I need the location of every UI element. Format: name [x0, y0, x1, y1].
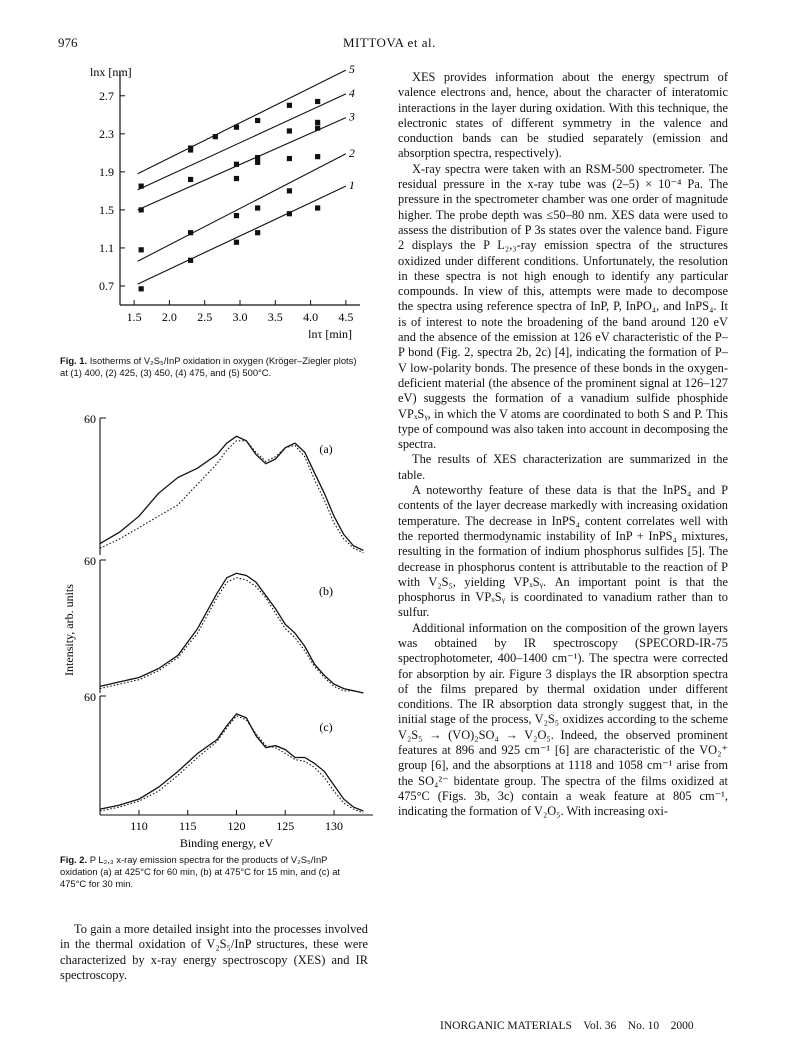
y-tick-label: 2.3 — [99, 126, 114, 141]
series-label-2: 2 — [348, 145, 355, 160]
right-paragraph-4: A noteworthy feature of these data is that the InPS₄ and P contents of the layer decrease markedly with increasing oxidation temperature. The decrease in InPS₄ content correlates well with the reported thermodynamic instability of InP + InPS₄ mixtures, resulting in the formation of indium phosphorus sulfides [5]. The decrease in phosphorus content is attributable to the reaction of P with V₂S₅, yielding VPₓSᵧ. An important point is that the phosphorus in VPₓSᵧ is coordinated to vanadium rather than to sulfur. — [398, 483, 728, 620]
fig2-caption-text: P L₂,₃ x-ray emission spectra for the products of V₂S₅/InP oxidation (a) at 425°C for 60 min, (b) at 475°C for 15 min, and (c) at 475°C for 30 min. — [60, 854, 341, 889]
footer-number: No. 10 — [627, 1020, 660, 1032]
x-tick-label: 3.0 — [232, 310, 248, 324]
data-point — [255, 230, 260, 235]
x-axis-label: Binding energy, eV — [179, 836, 274, 850]
data-point — [287, 211, 292, 216]
x-tick-label: 120 — [227, 819, 246, 833]
page-number: 976 — [58, 35, 78, 50]
data-point — [287, 128, 292, 133]
data-point — [188, 230, 193, 235]
panel-y-tick-label: 60 — [84, 554, 96, 568]
fig2-caption-label: Fig. 2. — [60, 854, 88, 865]
series-label-5: 5 — [348, 62, 355, 77]
data-point — [234, 125, 239, 130]
data-point — [234, 240, 239, 245]
panel-y-tick-label: 60 — [84, 412, 96, 426]
y-tick-label: 0.7 — [99, 278, 114, 293]
fit-line-2 — [138, 154, 346, 261]
data-point — [315, 154, 320, 159]
right-paragraph-1: XES provides information about the energy spectrum of valence electrons and, hence, about the character of interatomic interactions in the layer during oxidation. With this technique, the electronic states of different symmetry in the valence and conduction bands can be studied separately (emission and absorption spectra, respectively). — [398, 70, 728, 161]
fig1-caption — [60, 355, 365, 379]
fig2-caption — [60, 854, 365, 890]
data-point — [234, 213, 239, 218]
data-point — [255, 118, 260, 123]
x-tick-label: 130 — [325, 819, 343, 833]
y-tick-label: 2.7 — [99, 88, 114, 103]
data-point — [188, 258, 193, 263]
x-tick-label: 4.5 — [338, 310, 354, 324]
right-paragraph-3: The results of XES characterization are summarized in the table. — [398, 452, 728, 482]
series-label-3: 3 — [348, 109, 355, 124]
data-point — [139, 207, 144, 212]
data-point — [255, 160, 260, 165]
y-tick-label: 1.1 — [99, 240, 114, 255]
x-tick-label: 1.5 — [126, 310, 142, 324]
data-point — [315, 120, 320, 125]
data-point — [287, 156, 292, 161]
data-point — [139, 286, 144, 291]
x-axis-label: lnτ [min] — [308, 327, 352, 341]
fig1-chart — [75, 62, 375, 342]
y-tick-label: 1.5 — [99, 202, 114, 217]
y-axis-label: lnx [nm] — [90, 65, 132, 79]
panel-label: (a) — [319, 442, 333, 456]
data-point — [213, 134, 218, 139]
spectrum-dotted — [100, 441, 363, 553]
y-tick-label: 1.9 — [99, 164, 114, 179]
x-tick-label: 125 — [276, 819, 295, 833]
footer-volume: Vol. 36 — [583, 1020, 617, 1032]
data-point — [315, 126, 320, 131]
fit-line-1 — [138, 186, 346, 284]
data-point — [139, 247, 144, 252]
data-point — [287, 103, 292, 108]
fit-line-5 — [138, 70, 346, 174]
fig1-caption-label: Fig. 1. — [60, 355, 88, 366]
data-point — [255, 155, 260, 160]
footer — [440, 1020, 694, 1032]
series-label-1: 1 — [348, 178, 355, 193]
x-tick-label: 110 — [130, 819, 148, 833]
fit-line-4 — [138, 94, 346, 190]
running-title: MITTOVA et al. — [343, 35, 436, 50]
series-label-4: 4 — [348, 85, 355, 100]
x-tick-label: 2.0 — [161, 310, 177, 324]
footer-journal: INORGANIC MATERIALS — [440, 1020, 572, 1032]
data-point — [315, 99, 320, 104]
fig2-chart — [55, 410, 375, 850]
left-body-text — [60, 922, 368, 983]
x-tick-label: 115 — [178, 819, 197, 833]
data-point — [234, 176, 239, 181]
right-paragraph-2: X-ray spectra were taken with an RSM-500 spectrometer. The residual pressure in the x-ray tube was (2–5) × 10⁻⁴ Pa. The pressure in the spectrometer chamber was one order of magnitude higher. The probe depth was ≤50–80 nm. XES data were used to assess the distribution of P 3s states over the valence band. Figure 2 displays the P L₂,₃-ray emission spectra of the structures oxidized under different conditions. Unfortunately, the resolution in these spectra is not high enough to identify any particular compounds. In view of this, attempts were made to decompose the spectra using reference spectra of InP, P, InPO₄, and InPS₄. It is of interest to note the broadening of the band around 120 eV and the absence of the emission at 126 eV characteristic of the P–P bond (Fig. 2, spectra 2b, 2c) [4], indicating the formation of P–V low-polarity bonds. The presence of these bonds in the oxygen-deficient material (the absence of the prominent signal at 126–127 eV) suggests the formation of a vanadium sulfide phosphide VPₓSᵧ, in which the V atoms are coordinated to both S and P. This type of compound was also taken into account in decomposing the spectra. — [398, 161, 728, 452]
panel-label: (c) — [319, 720, 333, 734]
right-body-text — [398, 70, 728, 820]
panel-y-tick-label: 60 — [84, 690, 96, 704]
data-point — [188, 145, 193, 150]
panel-label: (b) — [319, 584, 333, 598]
x-tick-label: 2.5 — [197, 310, 213, 324]
left-paragraph: To gain a more detailed insight into the processes involved in the thermal oxidation of V₂S₅/InP structures, these were characterized by x-ray energy spectroscopy (XES) and IR spectroscopy. — [60, 922, 368, 982]
y-axis-label: Intensity, arb. units — [62, 584, 76, 676]
data-point — [287, 188, 292, 193]
right-paragraph-5: Additional information on the composition of the grown layers was obtained by IR spectroscopy (SPECORD-IR-75 spectrophotometer, 400–1400 cm⁻¹). The spectra were corrected for absorption by air. Figure 3 displays the IR absorption spectra of the films prepared by thermal oxidation under different conditions. The IR absorption data strongly suggest that, in the initial stage of the process, V₂S₅ oxidizes according to the scheme V₂S₅ → (VO)₂SO₄ → V₂O₅. Indeed, the observed prominent features at 896 and 925 cm⁻¹ [6] are characteristic of the VO₂⁺ group [6], and the absorptions at 1118 and 1058 cm⁻¹ arise from the SO₄²⁻ bidentate group. The spectra of the films oxidized at 475°C (Figs. 3b, 3c) contain a weak feature at 805 cm⁻¹, indicating the formation of V₂O₅. With increasing oxi- — [398, 620, 728, 819]
data-point — [188, 177, 193, 182]
x-tick-label: 3.5 — [267, 310, 283, 324]
data-point — [315, 205, 320, 210]
footer-year: 2000 — [670, 1020, 694, 1032]
fig1-caption-text: Isotherms of V₂S₅/InP oxidation in oxygen (Kröger–Ziegler plots) at (1) 400, (2) 425, (3) 450, (4) 475, and (5) 500°C. — [60, 355, 357, 378]
data-point — [139, 184, 144, 189]
x-tick-label: 4.0 — [303, 310, 319, 324]
fit-line-3 — [138, 118, 346, 210]
data-point — [234, 162, 239, 167]
data-point — [255, 205, 260, 210]
